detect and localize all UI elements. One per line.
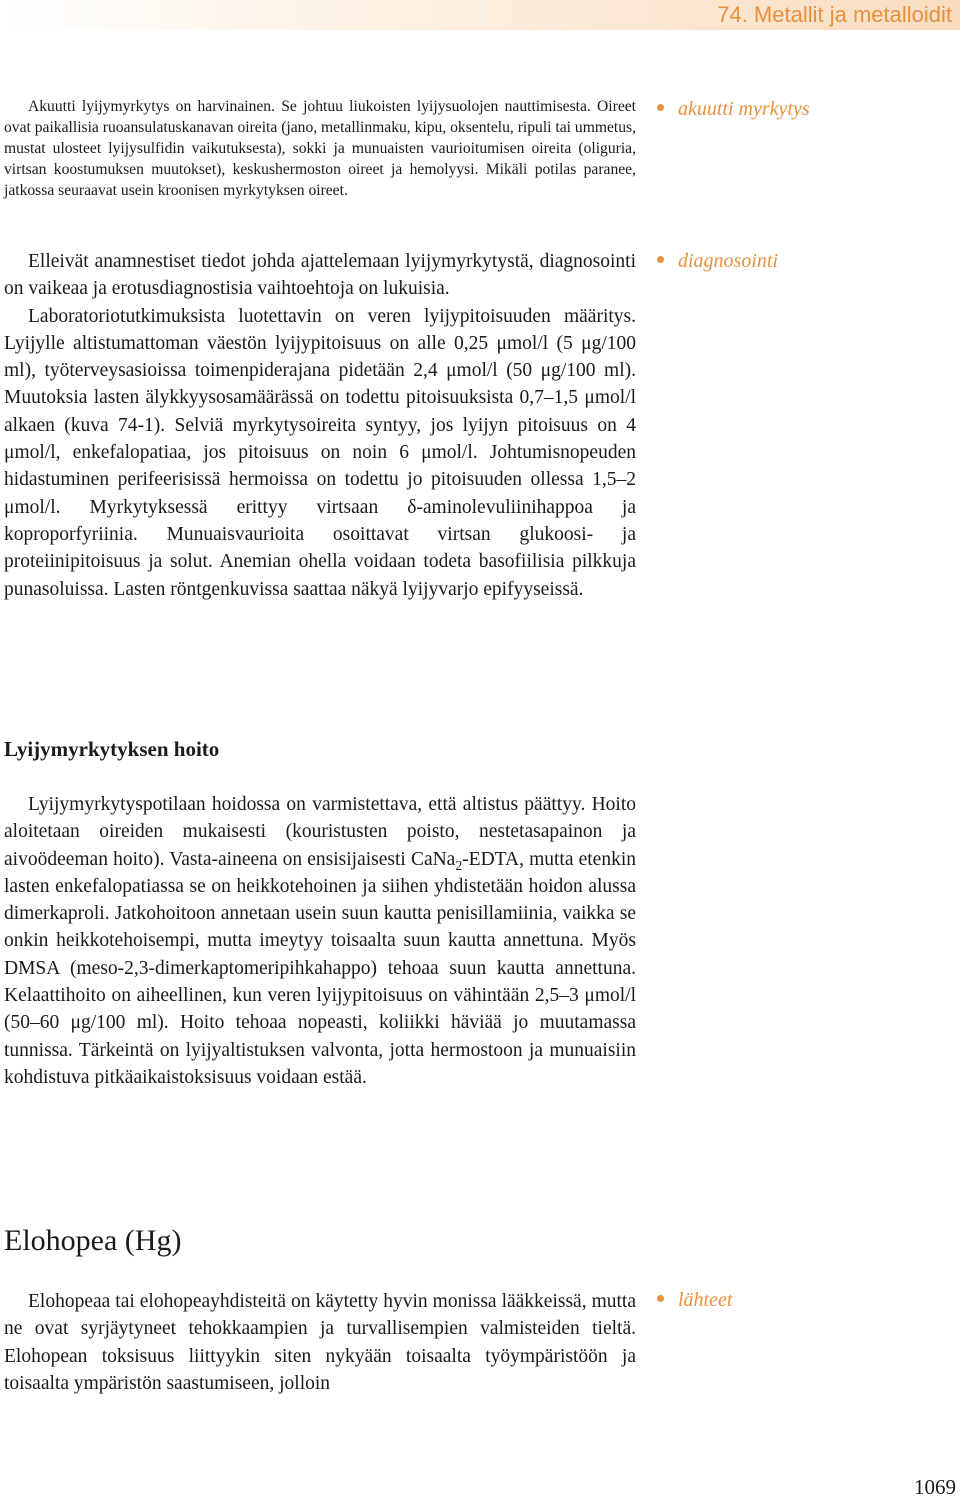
mercury-section <box>4 1288 636 1397</box>
margin-note-label: diagnosointi <box>678 250 779 272</box>
mercury-paragraph: Elohopeaa tai elohopeayhdisteitä on käytetty hyvin monissa lääkkeissä, mutta ne ovat syrjäytyneet tehokkaampien ja turvallisempien valmisteiden tieltä. Elohopean toksisuus liittyykin siten nykyään toisaalta työympäristöön ja toisaalta ympäristön saastumiseen, jolloin <box>4 1291 636 1394</box>
diagnosis-paragraph-1: Elleivät anamnestiset tiedot johda ajattelemaan lyijymyrkytystä, diagnosointi on vaikeaa ja erotusdiagnostisia vaihtoehtoja on lukuisia. <box>4 251 636 300</box>
margin-note-sources <box>657 1289 957 1312</box>
diagnosis-section <box>4 248 636 603</box>
treatment-heading: Lyijymyrkytyksen hoito <box>4 737 220 761</box>
page-number: 1069 <box>914 1475 956 1499</box>
treatment-text-b: -EDTA, mutta etenkin lasten enkefalopatiassa se on heikkotehoinen ja siihen yhdistetään hoidon alussa dimerkaproli. Jatkohoitoon annetaan usein suun kautta penisillamiinia, vaikka se onkin heikkotehoisempi, mutta imeytyy toisaalta suun kautta annettuna. Myös DMSA (meso-2,3-dimerkaptomeripihkahappo) tehoaa suun kautta annettuna. Kelaattihoito on aiheellinen, kun veren lyijypitoisuus on vähintään 2,5–3 μmol/l (50–60 μg/100 ml). Hoito tehoaa nopeasti, koliikki häviää jo muutamassa tunnissa. Tärkeintä on lyijyaltistuksen valvonta, jotta hermostoon ja munuaisiin kohdistuva pitkäaikaistoksisuus voidaan estää. <box>4 848 636 1088</box>
bullet-icon <box>657 256 664 263</box>
margin-note-acute <box>657 98 957 121</box>
diagnosis-paragraph-2: Laboratoriotutkimuksista luotettavin on veren lyijypitoisuuden määritys. Lyijylle altistumattoman väestön lyijypitoisuus on alle 0,25 μmol/l (5 μg/100 ml), työterveysasioissa toimenpiderajana pidetään 2,4 μmol/l (50 μg/100 ml). Muutoksia lasten älykkyysosamäärässä on todettu pitoisuuksista 0,7–1,5 μmol/l alkaen (kuva 74-1). Selviä myrkytysoireita syntyy, jos lyijyn pitoisuus on 4 μmol/l, enkefalopatiaa, jos pitoisuus on noin 6 μmol/l. Johtumisnopeuden hidastuminen perifeerisissä hermoissa on todettu jo pitoisuuden ollessa 1,5–2 μmol/l. Myrkytyksessä erittyy virtsaan δ-aminolevuliinihappoa ja koproporfyriinia. Munuaisvaurioita osoittavat virtsan glukoosi- ja proteiinipitoisuus ja solut. Anemian ohella voidaan todeta basofiilisia pilkkuja punasoluissa. Lasten röntgenkuvissa saattaa näkyä lyijyvarjo epifyyseissä. <box>4 305 636 600</box>
treatment-subscript: 2 <box>455 857 463 873</box>
bullet-icon <box>657 104 664 111</box>
acute-paragraph: Akuutti lyijymyrkytys on harvinainen. Se johtuu liukoisten lyijysuolojen nauttimisesta. Oireet ovat paikallisia ruoansulatuskanavan oireita (jano, metallinmaku, kipu, oksentelu, ripuli tai ummetus, mustat ulosteet lyijysulfidin vaikutuksesta), sokki ja munuaisten vaurioitumisen oireita (oliguria, virtsan koostumuksen muutokset), keskushermoston oireet ja hemolyysi. Mikäli potilas paranee, jatkossa seuraavat usein kroonisen myrkytyksen oireet. <box>4 98 636 199</box>
treatment-text-a: Lyijymyrkytyspotilaan hoidossa on varmistettava, että altistus päättyy. Hoito aloitetaan oireiden mukaisesti (kouristusten poisto, nestetasapainon ja aivoödeeman hoito). Vasta-aineena on ensisijaisesti CaNa <box>4 794 636 870</box>
margin-note-diagnosis <box>657 250 957 273</box>
margin-note-label: akuutti myrkytys <box>678 98 810 120</box>
acute-section <box>4 96 636 201</box>
margin-note-label: lähteet <box>678 1289 733 1311</box>
chapter-title: 74. Metallit ja metalloidit <box>717 2 952 27</box>
treatment-section <box>4 791 636 1091</box>
treatment-paragraph <box>4 791 636 1091</box>
bullet-icon <box>657 1295 664 1302</box>
mercury-heading: Elohopea (Hg) <box>4 1224 182 1257</box>
